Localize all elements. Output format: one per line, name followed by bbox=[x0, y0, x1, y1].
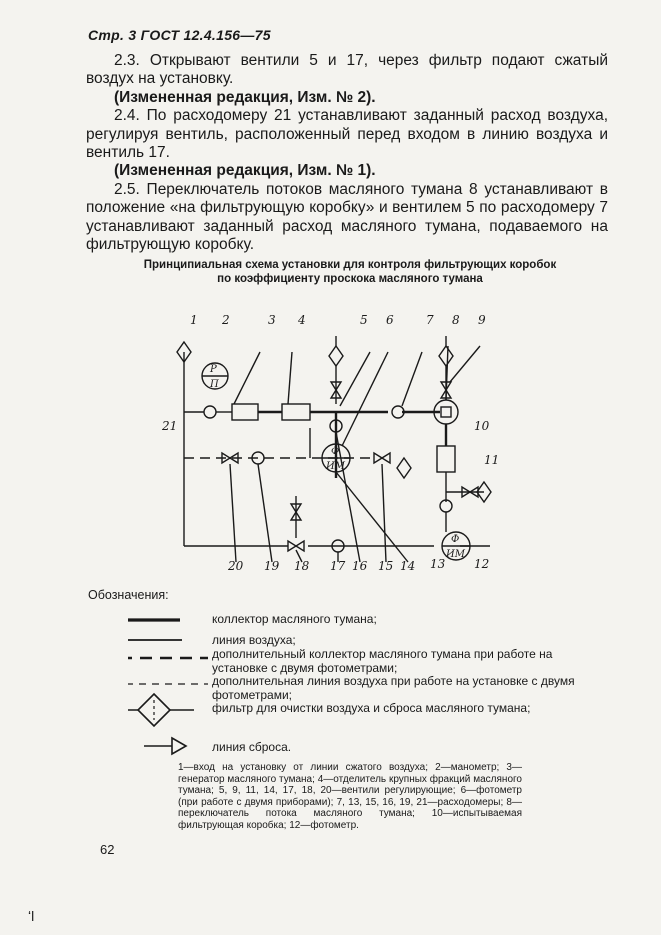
scheme-label: 13 bbox=[430, 557, 446, 571]
paragraph-2-4: 2.4. По расходомеру 21 устанавливают заданный расход воздуха, регулируя вентиль, расположенный перед входом в линию воздуха и вентиль 17. bbox=[86, 107, 608, 162]
scheme-label: 17 bbox=[330, 559, 346, 573]
legend-item-purge-line: линия сброса. bbox=[212, 740, 292, 754]
scheme-label: 6 bbox=[386, 313, 394, 327]
manometer-label: Р bbox=[210, 364, 217, 375]
scheme-label: 1 bbox=[190, 313, 198, 327]
scheme-label: 5 bbox=[360, 313, 368, 327]
filter-icon bbox=[138, 694, 170, 726]
scheme-label: 18 bbox=[294, 559, 310, 573]
scheme-label: 16 bbox=[352, 559, 368, 573]
scheme-label: 20 bbox=[228, 559, 244, 573]
figure-caption: 1—вход на установку от линии сжатого воздуха; 2—манометр; 3—генератор масляного тумана; 4—отделитель крупных фракций масляного тумана; 5, 9, 11, 14, 17, 18, 20—вентили регулирующие; 6—фотометр (при работе с двумя приборами); 7, 13, 15, 16, 19, 21—расходомеры; 8—переключатель потока масляного тумана; 10—испытываемая фильтрующая коробка; 12—фотометр. bbox=[178, 762, 522, 831]
fog-generator-3 bbox=[232, 404, 258, 420]
amendment-note-1: (Измененная редакция, Изм. № 2). bbox=[114, 88, 376, 106]
amendment-note-2: (Измененная редакция, Изм. № 1). bbox=[114, 162, 376, 180]
page-number: 62 bbox=[100, 842, 115, 857]
scheme-label: 7 bbox=[426, 313, 434, 327]
legend-item-fog-collector: коллектор масляного тумана; bbox=[212, 612, 377, 626]
scheme-label: 11 bbox=[484, 453, 500, 467]
photometer-label: ИМ bbox=[326, 461, 345, 472]
scheme-label: 2 bbox=[222, 313, 230, 327]
figure-title: Принципиальная схема установки для контроля фильтрующих коробок по коэффициенту проскока масляного тумана bbox=[143, 259, 557, 285]
scheme-label: 3 bbox=[268, 313, 276, 327]
purge-arrow-icon bbox=[172, 738, 186, 754]
scheme-label: 8 bbox=[452, 313, 460, 327]
photometer-label: ИМ bbox=[446, 549, 465, 560]
filter-icon bbox=[439, 346, 453, 366]
manometer-label: П bbox=[210, 379, 219, 390]
margin-mark: ʻl bbox=[28, 908, 35, 924]
legend-item-air-line: линия воздуха; bbox=[212, 633, 296, 647]
photometer-label: Ф bbox=[451, 534, 460, 545]
body-text bbox=[86, 52, 608, 254]
scheme-label: 4 bbox=[298, 313, 306, 327]
filter-icon bbox=[397, 458, 411, 478]
legend-item-extra-air-line: дополнительная линия воздуха при работе на установке с двумя фотометрами; bbox=[212, 674, 575, 702]
coarse-separator-4 bbox=[282, 404, 310, 420]
scheme-label: 19 bbox=[264, 559, 280, 573]
flowmeter-21 bbox=[204, 406, 216, 418]
scheme-label: 12 bbox=[474, 557, 490, 571]
installation-scheme bbox=[160, 306, 500, 576]
legend-item-extra-collector: дополнительный коллектор масляного тумана при работе на установке с двумя фотометрами; bbox=[212, 647, 553, 675]
scheme-label: 9 bbox=[478, 313, 486, 327]
paragraph-2-5: 2.5. Переключатель потоков масляного тумана 8 устанавливают в положение «на фильтрующую коробку» и вентилем 5 по расходомеру 7 устанавливают заданный расход масляного тумана, подаваемого на фильтрующую коробку. bbox=[86, 180, 608, 254]
scheme-label: 10 bbox=[474, 419, 490, 433]
filter-icon bbox=[329, 346, 343, 366]
legend-symbols bbox=[128, 612, 208, 762]
photometer-label: Ф bbox=[331, 446, 340, 457]
legend-title: Обозначения: bbox=[88, 588, 169, 602]
scheme-label: 14 bbox=[400, 559, 416, 573]
filter-box-10 bbox=[437, 446, 455, 472]
page-header: Стр. 3 ГОСТ 12.4.156—75 bbox=[88, 27, 271, 43]
legend-item-filter: фильтр для очистки воздуха и сброса масляного тумана; bbox=[212, 701, 531, 715]
paragraph-2-3: 2.3. Открывают вентили 5 и 17, через фильтр подают сжатый воздух на установку. bbox=[86, 52, 608, 88]
scheme-label: 21 bbox=[162, 419, 178, 433]
scheme-label: 15 bbox=[378, 559, 394, 573]
flow-switch-8-core bbox=[441, 407, 451, 417]
